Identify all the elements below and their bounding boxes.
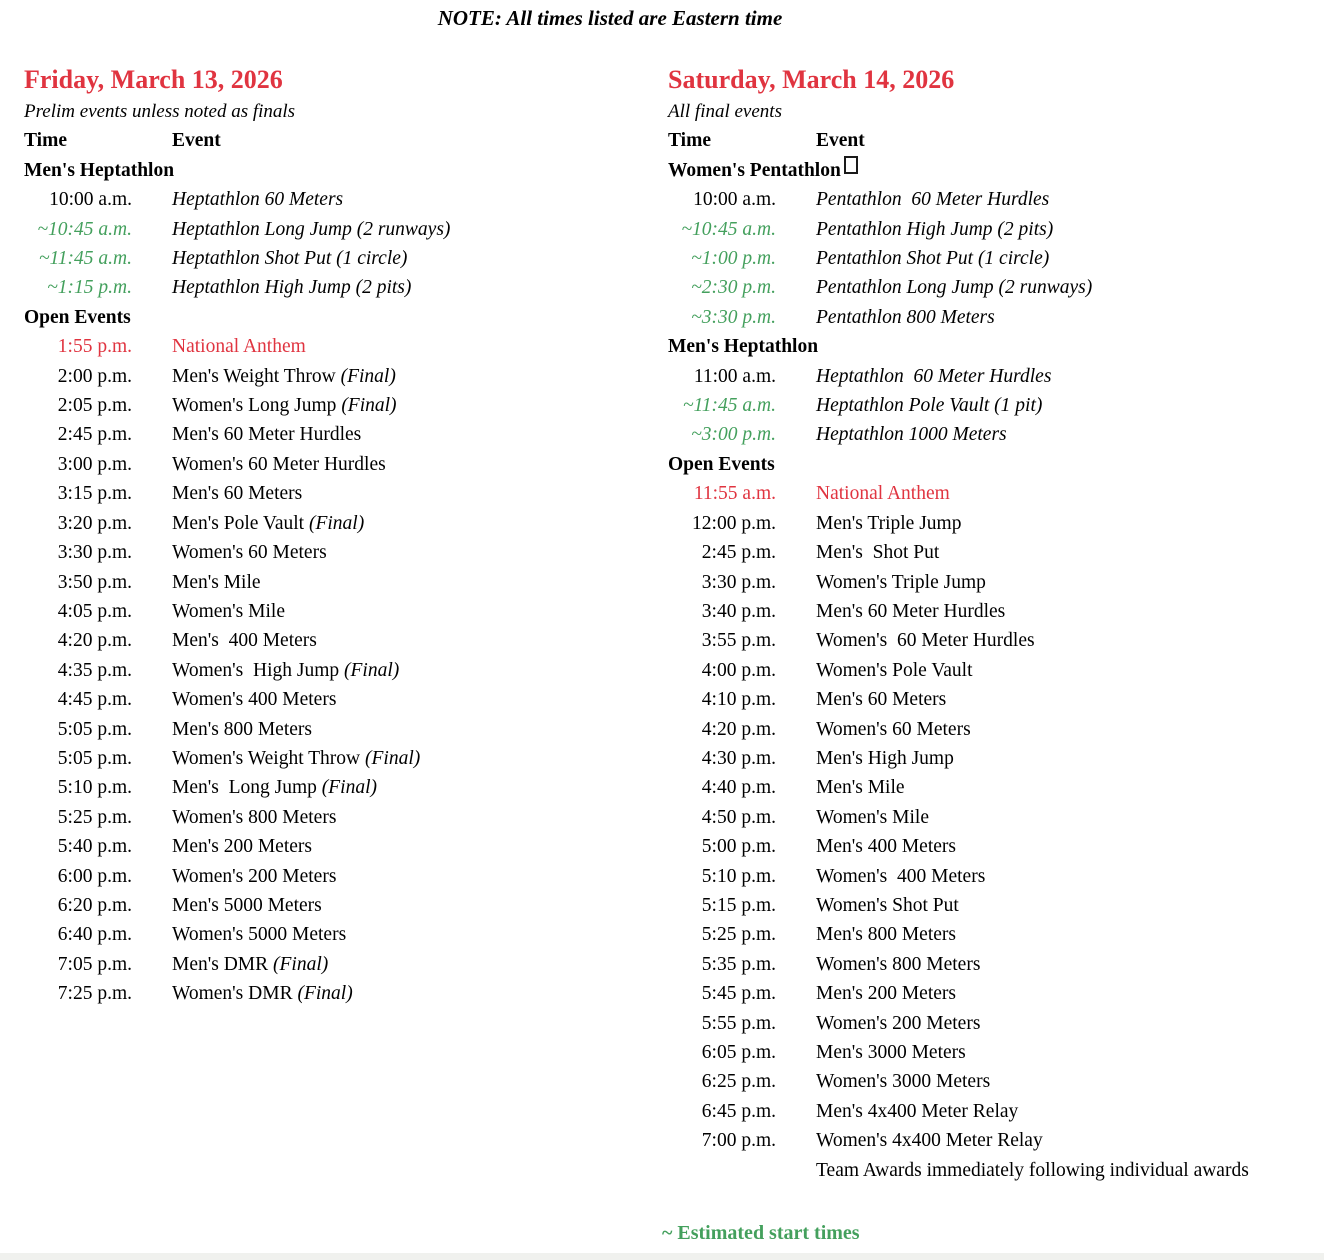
event-name: Heptathlon 60 Meter Hurdles	[816, 365, 1052, 387]
schedule-row	[24, 744, 450, 773]
event-time: 4:35 p.m.	[57, 659, 132, 681]
schedule-row	[24, 891, 450, 920]
event-time: ~11:45 a.m.	[682, 395, 776, 417]
event-name: Women's Long Jump (Final)	[172, 395, 397, 417]
schedule-row	[668, 862, 1249, 891]
event-time: 2:00 p.m.	[57, 365, 132, 387]
event-name: Women's Pole Vault	[816, 659, 973, 681]
event-time: 4:00 p.m.	[701, 659, 776, 681]
event-name: Men's Mile	[172, 571, 261, 593]
schedule-row	[24, 362, 450, 391]
event-time: 2:45 p.m.	[701, 542, 776, 564]
schedule-row	[668, 1156, 1249, 1185]
schedule-row	[668, 891, 1249, 920]
event-name: Men's 200 Meters	[172, 836, 312, 858]
event-time	[668, 1156, 776, 1185]
schedule-row	[668, 1009, 1249, 1038]
event-name: Men's 5000 Meters	[172, 894, 322, 916]
event-time: 7:25 p.m.	[57, 983, 132, 1005]
event-time: ~3:00 p.m.	[691, 424, 776, 446]
event-name: Men's 3000 Meters	[816, 1042, 966, 1063]
event-time: 4:30 p.m.	[701, 747, 776, 769]
event-time: 6:05 p.m.	[701, 1042, 776, 1063]
event-time: 10:00 a.m.	[693, 189, 776, 211]
event-name: Men's Weight Throw (Final)	[172, 365, 396, 387]
section-heading: Open Events	[668, 453, 775, 475]
event-name: Men's DMR (Final)	[172, 953, 329, 975]
event-time: ~1:15 p.m.	[47, 277, 132, 299]
event-name: Team Awards immediately following individual awards	[816, 1159, 1249, 1181]
event-name: Pentathlon Shot Put (1 circle)	[816, 248, 1050, 270]
final-tag: (Final)	[341, 395, 397, 417]
event-time: 5:55 p.m.	[701, 1012, 776, 1034]
event-time: 4:05 p.m.	[57, 600, 132, 622]
event-name: Women's Triple Jump	[816, 571, 986, 593]
saturday-title: Saturday, March 14, 2026	[668, 65, 955, 94]
section-heading: Open Events	[24, 306, 131, 328]
schedule-row	[24, 420, 450, 449]
schedule-row	[24, 273, 450, 302]
event-name: Men's 400 Meters	[816, 836, 956, 858]
event-time: 3:55 p.m.	[701, 630, 776, 652]
schedule-row	[24, 920, 450, 949]
event-name: Heptathlon High Jump (2 pits)	[172, 277, 412, 299]
bottom-edge-strip	[0, 1253, 1324, 1260]
section-row	[668, 450, 1249, 479]
schedule-row	[668, 950, 1249, 979]
event-time: 5:10 p.m.	[57, 777, 132, 799]
event-name: Women's 60 Meters	[816, 718, 971, 740]
event-time: 2:05 p.m.	[57, 395, 132, 417]
event-name: Women's DMR (Final)	[172, 983, 353, 1005]
schedule-row	[24, 391, 450, 420]
schedule-row	[668, 1038, 1249, 1067]
final-tag: (Final)	[344, 659, 400, 681]
saturday-subtitle: All final events	[668, 101, 782, 122]
event-time: 11:55 a.m.	[693, 483, 776, 505]
event-name: Women's 400 Meters	[816, 865, 986, 887]
event-time: 3:20 p.m.	[57, 512, 132, 534]
missing-glyph-box-icon	[844, 156, 858, 174]
schedule-row	[24, 597, 450, 626]
schedule-row	[24, 479, 450, 508]
event-name: Women's 4x400 Meter Relay	[816, 1130, 1043, 1152]
section-row	[24, 303, 450, 332]
schedule-row	[668, 685, 1249, 714]
section-heading: Men's Heptathlon	[668, 336, 819, 358]
event-time: 7:00 p.m.	[701, 1130, 776, 1152]
event-name: National Anthem	[172, 336, 306, 358]
section-row	[24, 156, 450, 185]
event-name: Heptathlon Pole Vault (1 pit)	[816, 395, 1043, 417]
event-time: 12:00 p.m.	[692, 512, 776, 534]
final-tag: (Final)	[321, 777, 377, 799]
schedule-row	[24, 685, 450, 714]
event-time: 6:00 p.m.	[57, 865, 132, 887]
schedule-row	[668, 803, 1249, 832]
event-name: Women's 200 Meters	[816, 1012, 981, 1034]
schedule-row	[24, 215, 450, 244]
event-name: Women's 60 Meter Hurdles	[172, 453, 386, 475]
event-name: Men's 200 Meters	[816, 983, 956, 1005]
event-name: Women's Mile	[816, 806, 929, 828]
event-time: 4:45 p.m.	[57, 689, 132, 711]
event-time: 6:45 p.m.	[701, 1100, 776, 1122]
schedule-row	[24, 509, 450, 538]
event-name: Women's Shot Put	[816, 894, 959, 916]
schedule-row	[668, 391, 1249, 420]
event-time: 5:00 p.m.	[701, 836, 776, 858]
schedule-row	[24, 656, 450, 685]
schedule-row	[668, 509, 1249, 538]
event-time: ~11:45 a.m.	[38, 248, 132, 270]
event-time: ~10:45 a.m.	[37, 218, 132, 240]
event-name: Women's 60 Meter Hurdles	[816, 630, 1035, 652]
table-header-row	[668, 126, 1249, 155]
saturday-column	[668, 63, 1324, 1185]
event-time: ~2:30 p.m.	[691, 277, 776, 299]
schedule-row	[668, 1067, 1249, 1096]
event-time: 5:25 p.m.	[701, 924, 776, 946]
final-tag: (Final)	[365, 747, 421, 769]
section-row	[668, 332, 1249, 361]
schedule-row	[668, 420, 1249, 449]
event-time: 5:15 p.m.	[701, 894, 776, 916]
schedule-row	[24, 979, 450, 1008]
schedule-row	[24, 626, 450, 655]
event-name: Heptathlon Long Jump (2 runways)	[172, 218, 451, 240]
schedule-row	[24, 803, 450, 832]
schedule-row	[668, 185, 1249, 214]
event-time: 5:45 p.m.	[701, 983, 776, 1005]
schedule-row	[668, 303, 1249, 332]
schedule-row	[668, 920, 1249, 949]
final-tag: (Final)	[297, 983, 353, 1005]
saturday-schedule-table	[668, 126, 1249, 1185]
final-tag: (Final)	[308, 512, 365, 534]
event-time: 4:50 p.m.	[701, 806, 776, 828]
schedule-row	[668, 362, 1249, 391]
schedule-row	[668, 244, 1249, 273]
event-name: Women's High Jump (Final)	[172, 659, 400, 681]
event-name: Men's 60 Meters	[172, 483, 303, 505]
schedule-row	[24, 950, 450, 979]
event-name: Heptathlon 60 Meters	[172, 189, 344, 211]
event-time: 5:05 p.m.	[57, 718, 132, 740]
friday-subtitle: Prelim events unless noted as finals	[24, 101, 296, 122]
event-time: 11:00 a.m.	[693, 365, 776, 387]
section-heading: Men's Heptathlon	[24, 159, 175, 181]
schedule-row	[24, 450, 450, 479]
final-tag: (Final)	[340, 365, 396, 387]
event-name: Heptathlon 1000 Meters	[816, 424, 1007, 446]
event-time: 3:30 p.m.	[57, 542, 132, 564]
event-time: 7:05 p.m.	[57, 953, 132, 975]
schedule-row	[668, 538, 1249, 567]
schedule-row	[668, 1097, 1249, 1126]
event-time: 3:40 p.m.	[701, 600, 776, 622]
event-time: 6:40 p.m.	[57, 924, 132, 946]
event-name: Women's 800 Meters	[816, 953, 981, 975]
event-time: 3:15 p.m.	[57, 483, 132, 505]
section-heading: Women's Pentathlon	[668, 156, 1249, 185]
event-name: Pentathlon High Jump (2 pits)	[816, 218, 1054, 240]
friday-title: Friday, March 13, 2026	[24, 65, 283, 94]
schedule-row	[668, 715, 1249, 744]
event-column-header: Event	[172, 130, 221, 152]
event-time: ~3:30 p.m.	[691, 306, 776, 328]
schedule-row	[24, 773, 450, 802]
event-name: Men's Triple Jump	[816, 512, 962, 534]
schedule-row	[668, 1126, 1249, 1155]
event-time: 3:50 p.m.	[57, 571, 132, 593]
schedule-row	[24, 185, 450, 214]
schedule-row	[24, 715, 450, 744]
eastern-time-note: NOTE: All times listed are Eastern time	[437, 6, 783, 30]
schedule-row	[668, 273, 1249, 302]
event-name: Men's 400 Meters	[172, 630, 317, 652]
event-time: ~10:45 a.m.	[681, 218, 776, 240]
event-name: Women's Mile	[172, 600, 285, 622]
schedule-row	[24, 862, 450, 891]
event-name: National Anthem	[816, 483, 950, 505]
event-column-header: Event	[816, 130, 865, 152]
schedule-row	[668, 744, 1249, 773]
estimated-times-legend: ~ Estimated start times	[662, 1222, 860, 1244]
schedule-row	[668, 568, 1249, 597]
friday-schedule-table	[24, 126, 450, 1008]
event-name: Men's Mile	[816, 777, 905, 799]
schedule-row	[24, 538, 450, 567]
event-name: Women's 800 Meters	[172, 806, 337, 828]
event-time: 4:10 p.m.	[701, 689, 776, 711]
schedule-row	[668, 597, 1249, 626]
event-time: 3:00 p.m.	[57, 453, 132, 475]
final-tag: (Final)	[273, 953, 329, 975]
table-header-row	[24, 126, 450, 155]
schedule-row	[668, 656, 1249, 685]
section-row	[668, 156, 1249, 185]
event-time: 6:20 p.m.	[57, 894, 132, 916]
event-name: Women's 5000 Meters	[172, 924, 347, 946]
schedule-row	[668, 773, 1249, 802]
event-time: 5:35 p.m.	[701, 953, 776, 975]
event-name: Women's Weight Throw (Final)	[172, 747, 421, 769]
schedule-row	[668, 626, 1249, 655]
friday-column	[24, 63, 668, 1185]
event-name: Men's Long Jump (Final)	[172, 777, 377, 799]
event-time: 2:45 p.m.	[57, 424, 132, 446]
event-name: Men's 60 Meter Hurdles	[172, 424, 362, 446]
event-name: Men's 800 Meters	[172, 718, 312, 740]
event-time: 5:05 p.m.	[57, 747, 132, 769]
event-time: ~1:00 p.m.	[691, 248, 776, 270]
event-time: 3:30 p.m.	[701, 571, 776, 593]
event-time: 5:40 p.m.	[57, 836, 132, 858]
event-name: Heptathlon Shot Put (1 circle)	[172, 248, 408, 270]
event-name: Men's High Jump	[816, 747, 954, 769]
event-name: Women's 3000 Meters	[816, 1071, 991, 1093]
event-name: Women's 400 Meters	[172, 689, 337, 711]
time-column-header: Time	[668, 130, 711, 152]
event-name: Men's 800 Meters	[816, 924, 956, 946]
schedule-row	[24, 244, 450, 273]
schedule-columns	[24, 63, 1324, 1185]
event-name: Women's 60 Meters	[172, 542, 327, 564]
schedule-row	[24, 332, 450, 361]
schedule-row	[668, 215, 1249, 244]
event-name: Pentathlon 800 Meters	[816, 306, 995, 328]
event-time: 5:25 p.m.	[57, 806, 132, 828]
event-time: 4:40 p.m.	[701, 777, 776, 799]
event-name: Women's 200 Meters	[172, 865, 337, 887]
schedule-row	[668, 979, 1249, 1008]
schedule-row	[668, 832, 1249, 861]
schedule-row	[24, 568, 450, 597]
schedule-row	[668, 479, 1249, 508]
event-time: 4:20 p.m.	[701, 718, 776, 740]
event-time: 10:00 a.m.	[49, 189, 132, 211]
event-name: Men's Shot Put	[816, 542, 940, 564]
schedule-row	[24, 832, 450, 861]
time-column-header: Time	[24, 130, 67, 152]
event-name: Men's 60 Meters	[816, 689, 947, 711]
event-name: Men's 4x400 Meter Relay	[816, 1100, 1019, 1122]
event-time: 6:25 p.m.	[701, 1071, 776, 1093]
event-time: 4:20 p.m.	[57, 630, 132, 652]
event-time: 1:55 p.m.	[57, 336, 132, 358]
event-name: Pentathlon 60 Meter Hurdles	[816, 189, 1050, 211]
event-name: Men's 60 Meter Hurdles	[816, 600, 1006, 622]
event-time: 5:10 p.m.	[701, 865, 776, 887]
event-name: Men's Pole Vault (Final)	[172, 512, 365, 534]
event-name: Pentathlon Long Jump (2 runways)	[816, 277, 1093, 299]
